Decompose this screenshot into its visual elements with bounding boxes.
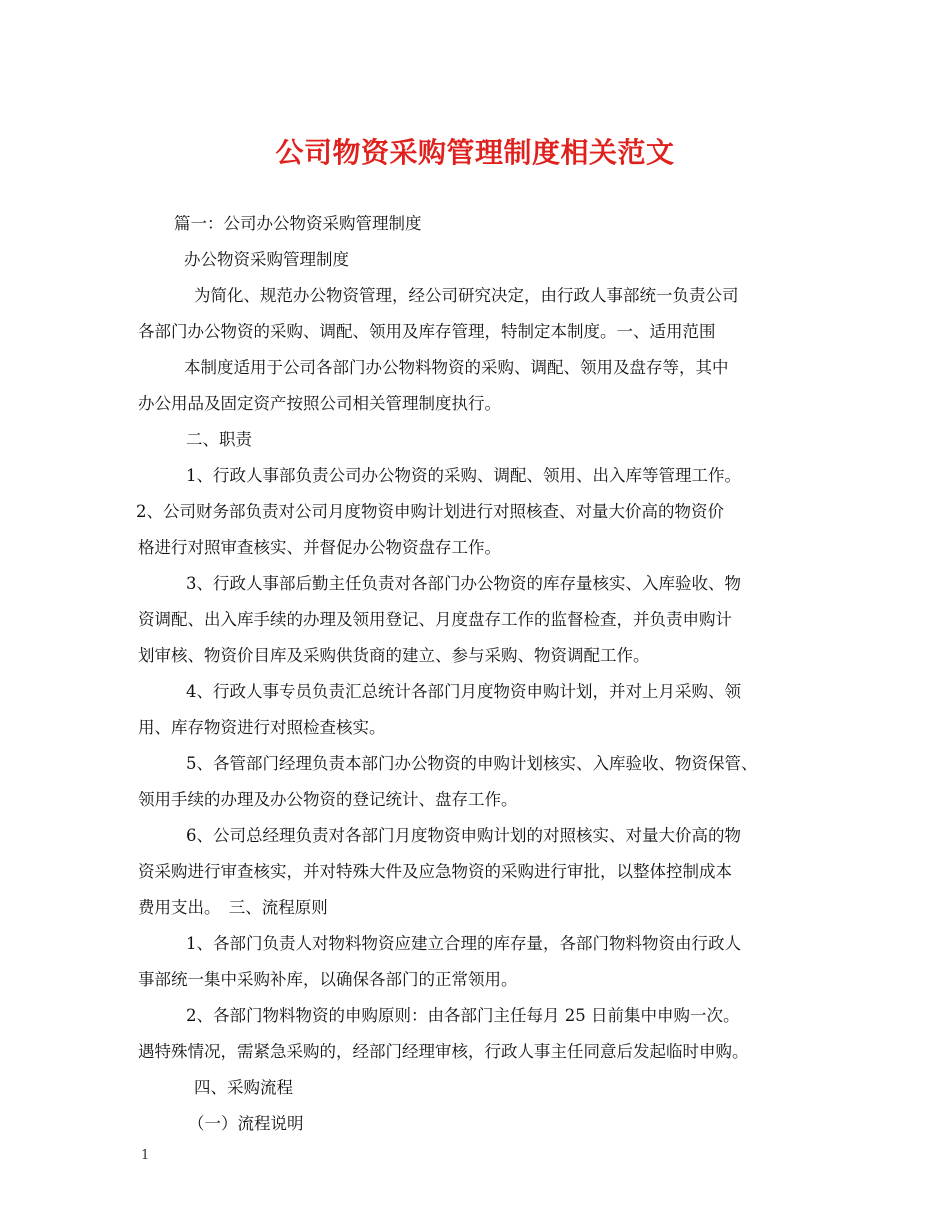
paragraph-line: 格进行对照审查核实、并督促办公物资盘存工作。 bbox=[138, 538, 501, 557]
paragraph-line: 4、行政人事专员负责汇总统计各部门月度物资申购计划，并对上月采购、领 bbox=[186, 682, 741, 701]
paragraph-line: 遇特殊情况，需紧急采购的，经部门经理审核，行政人事主任同意后发起临时申购。 bbox=[138, 1042, 749, 1061]
paragraph-line: 资采购进行审查核实，并对特殊大件及应急物资的采购进行审批，以整体控制成本 bbox=[138, 862, 732, 881]
subsection-heading: 办公物资采购管理制度 bbox=[184, 250, 349, 269]
paragraph-line: 2、各部门物料物资的申购原则：由各部门主任每月 25 日前集中申购一次。 bbox=[186, 1006, 740, 1025]
subsection-heading: （一）流程说明 bbox=[188, 1114, 304, 1133]
section-heading: 二、职责 bbox=[186, 430, 252, 449]
paragraph-line: 费用支出。 三、流程原则 bbox=[138, 898, 328, 917]
page-number: 1 bbox=[141, 1148, 150, 1163]
paragraph-line: 为简化、规范办公物资管理，经公司研究决定，由行政人事部统一负责公司 bbox=[194, 286, 739, 305]
document-body bbox=[138, 206, 828, 1142]
paragraph-line: 各部门办公物资的采购、调配、领用及库存管理，特制定本制度。一、适用范围 bbox=[138, 322, 716, 341]
paragraph-line: 事部统一集中采购补库，以确保各部门的正常领用。 bbox=[138, 970, 518, 989]
paragraph-line: 2、公司财务部负责对公司月度物资申购计划进行对照核查、对量大价高的物资价 bbox=[136, 502, 724, 521]
paragraph-line: 5、各管部门经理负责本部门办公物资的申购计划核实、入库验收、物资保管、 bbox=[186, 754, 758, 773]
paragraph-line: 领用手续的办理及办公物资的登记统计、盘存工作。 bbox=[138, 790, 518, 809]
paragraph-line: 资调配、出入库手续的办理及领用登记、月度盘存工作的监督检查，并负责申购计 bbox=[138, 610, 732, 629]
paragraph-line: 6、公司总经理负责对各部门月度物资申购计划的对照核实、对量大价高的物 bbox=[186, 826, 741, 845]
paragraph-line: 办公用品及固定资产按照公司相关管理制度执行。 bbox=[138, 394, 501, 413]
paragraph-line: 1、各部门负责人对物料物资应建立合理的库存量，各部门物料物资由行政人 bbox=[186, 934, 741, 953]
section-heading: 四、采购流程 bbox=[194, 1078, 293, 1097]
paragraph-line: 1、行政人事部负责公司办公物资的采购、调配、领用、出入库等管理工作。 bbox=[186, 466, 741, 485]
paragraph-line: 3、行政人事部后勤主任负责对各部门办公物资的库存量核实、入库验收、物 bbox=[186, 574, 741, 593]
paragraph-line: 划审核、物资价目库及采购供货商的建立、参与采购、物资调配工作。 bbox=[138, 646, 650, 665]
section-heading: 篇一：公司办公物资采购管理制度 bbox=[174, 214, 422, 233]
paragraph-line: 本制度适用于公司各部门办公物料物资的采购、调配、领用及盘存等，其中 bbox=[184, 358, 729, 377]
paragraph-line: 用、库存物资进行对照检查核实。 bbox=[138, 718, 386, 737]
document-title: 公司物资采购管理制度相关范文 bbox=[275, 136, 675, 169]
